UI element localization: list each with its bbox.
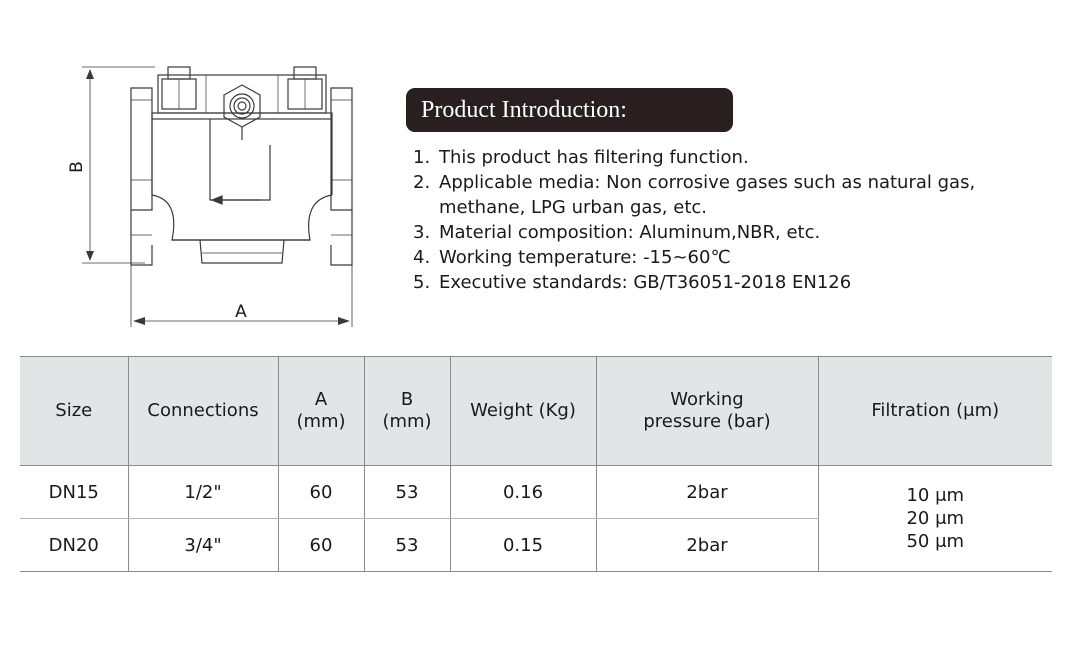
product-introduction-heading: Product Introduction: xyxy=(406,88,733,132)
cell-b: 53 xyxy=(364,466,450,519)
dimension-b-label: B xyxy=(67,161,87,173)
cell-size: DN15 xyxy=(20,466,128,519)
list-item-text: This product has filtering function. xyxy=(439,147,749,168)
product-introduction-list xyxy=(413,145,1073,295)
list-item-text: Working temperature: -15~60℃ xyxy=(439,247,731,268)
header-filtration: Filtration (μm) xyxy=(818,357,1052,466)
filtration-value: 20 μm xyxy=(906,508,965,529)
header-pressure-line2: pressure (bar) xyxy=(643,411,771,432)
list-item-number: 2. xyxy=(413,172,431,193)
list-item-number: 1. xyxy=(413,147,431,168)
header-b-label: B xyxy=(400,389,414,410)
filter-technical-drawing xyxy=(60,55,370,345)
cell-a: 60 xyxy=(278,466,364,519)
filtration-value: 10 μm xyxy=(906,485,965,506)
table-header xyxy=(20,357,1052,466)
cell-weight: 0.15 xyxy=(450,519,596,572)
cell-weight: 0.16 xyxy=(450,466,596,519)
list-item xyxy=(413,270,1073,295)
header-connections: Connections xyxy=(128,357,278,466)
table-row xyxy=(20,466,1052,519)
header-size: Size xyxy=(20,357,128,466)
list-item-continuation: methane, LPG urban gas, etc. xyxy=(439,197,708,218)
list-item xyxy=(413,170,1073,195)
cell-connection: 3/4" xyxy=(128,519,278,572)
list-item-number: 4. xyxy=(413,247,431,268)
list-item xyxy=(413,245,1073,270)
list-item-text: Executive standards: GB/T36051-2018 EN126 xyxy=(439,272,852,293)
list-item-number: 3. xyxy=(413,222,431,243)
cell-pressure: 2bar xyxy=(596,519,818,572)
cell-size: DN20 xyxy=(20,519,128,572)
specification-table xyxy=(20,356,1052,572)
header-weight: Weight (Kg) xyxy=(450,357,596,466)
cell-filtration xyxy=(818,466,1052,572)
list-item-number: 5. xyxy=(413,272,431,293)
cell-pressure: 2bar xyxy=(596,466,818,519)
table-header-row xyxy=(20,357,1052,466)
header-working-pressure xyxy=(596,357,818,466)
dimension-a-label: A xyxy=(235,302,247,322)
header-pressure-line1: Working xyxy=(670,389,744,410)
list-item-text: Material composition: Aluminum,NBR, etc. xyxy=(439,222,821,243)
header-a xyxy=(278,357,364,466)
header-b xyxy=(364,357,450,466)
header-a-label: A xyxy=(314,389,328,410)
list-item xyxy=(413,145,1073,170)
cell-a: 60 xyxy=(278,519,364,572)
cell-b: 53 xyxy=(364,519,450,572)
cell-connection: 1/2" xyxy=(128,466,278,519)
header-a-unit: (mm) xyxy=(296,411,346,432)
list-item-text: Applicable media: Non corrosive gases such as natural gas, xyxy=(439,172,976,193)
filtration-value: 50 μm xyxy=(906,531,965,552)
header-b-unit: (mm) xyxy=(382,411,432,432)
list-item xyxy=(413,220,1073,245)
